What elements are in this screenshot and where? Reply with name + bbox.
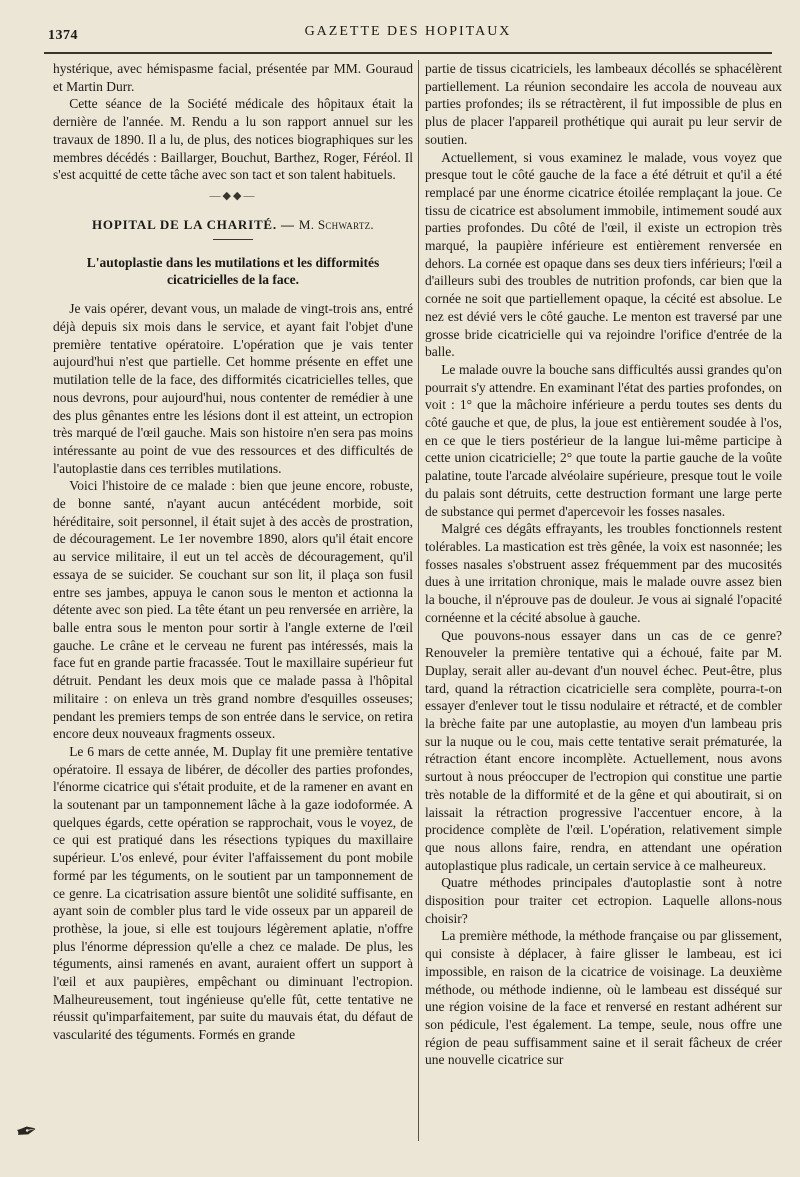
paragraph: Le malade ouvre la bouche sans difficultés aussi grandes qu'on pourrait s'y attendre. En examinant l'état des parties profondes, on voit : 1° que la mâchoire inférieure a perdu toutes ses dents du côté gauche et que, de plus, la joue est entièrement soudée à l'os, en ce que le tiers postérieur de la langue lui-même participe à cette union cicatricielle; 2° que toute la partie gauche de la voûte palatine, toute l'arcade alvéolaire supérieure, presque tout le voile du palais sont détruits, cette destruction formant une large perte de substance qui permet d'apercevoir les fosses nasales. <box>425 361 782 519</box>
ornament-divider: —◆◆— <box>209 189 257 202</box>
paragraph: Je vais opérer, devant vous, un malade de vingt-trois ans, entré déjà depuis six mois dans le service, et ayant fait l'objet d'une première tentative opératoire. L'opération que je vais tenter aujourd'hui n'est que partielle. Cet homme présente en effet une mutilation telle de la face, des difformités cicatricielles telles, que nous devrons, pour aujourd'hui, nous contenter de remédier à une des plus gênantes entre les lésions dont il est atteint, un ectropion très marqué de l'œil gauche. Mais son histoire n'en sera pas moins intéressante au point de vue des ressources et des difficultés de l'autoplastie dans ces terribles mutilations. <box>53 301 413 476</box>
paragraph: Le 6 mars de cette année, M. Duplay fit une première tentative opératoire. Il essaya de libérer, de décoller des parties profondes, l'énorme cicatrice qui s'était produite, et de la ramener en avant en la soutenant par un tamponnement lâche à la gaze iodoformée. A quelques égards, cette opération se rapprochait, vous le voyez, de ce qui est pratiqué dans les résections typiques du maxillaire supérieur. L'os enlevé, pour éviter l'affaissement du pont mobile formé par les téguments, on le soutient par un tamponnement de ce genre. La cicatrisation assure bientôt une solidité suffisante, en ayant soin de combler plus tard le vide osseux par un appareil de prothèse, la joue, si elle est toujours légèrement aplatie, n'offre plus l'énorme dépression qu'elle a chez ce malade. De plus, les téguments, ainsi ramenés en avant, auraient offert un support à l'œil et aux paupières, empêchant ou diminuant l'ectropion. Malheureusement, tout ingénieuse qu'elle fût, cette tentative ne réussit qu'imparfaitement, par suite du mauvais état, du défaut de vascularité des téguments. Formés en grande <box>53 743 413 1043</box>
page-number: 1374 <box>48 28 78 43</box>
column-divider <box>418 60 419 1141</box>
section-author: M. Schwartz. <box>298 216 374 232</box>
paragraph: Voici l'histoire de ce malade : bien que jeune encore, robuste, de bonne santé, n'ayant aucun antécédent morbide, soit héréditaire, soit personnel, il était sujet à des accès de prostration, de découragement. Le 1er novembre 1890, alors qu'il était encore au service militaire, il eut un tel accès de découragement, qu'il essaya de se suicider. Se couchant sur son lit, il plaça son fusil entre ses jambes, appuya le canon sous le menton et actionna la détente avec son pied. La tête étant un peu renversée en arrière, la balle entra sous le menton pour sortir à l'angle externe de l'œil gauche. Le crâne et le cerveau ne furent pas intéressés, mais la face fut en grande partie fracassée. Tout le maxillaire supérieur fut détruit. Pendant les deux mois que ce malade passa à l'hôpital militaire : on enleva un très grand nombre d'esquilles osseuses; pendant les premiers temps de son entrée dans le service, on retira encore deux nouveaux fragments osseux. <box>53 478 413 742</box>
paragraph: Cette séance de la Société médicale des hôpitaux était la dernière de l'année. M. Rendu a lu son rapport annuel sur les travaux de 1890. Il a lu, de plus, des notices biographiques sur les membres décédés : Baillarger, Bouchut, Barthez, Roger, Féréol. Il s'est acquitté de cette tâche avec son tact et son talent habituels. <box>53 96 413 183</box>
header-rule <box>44 52 772 54</box>
paragraph: La première méthode, la méthode française ou par glissement, qui consiste à déplacer, à faire glisser le lambeau, est ici impossible, en raison de la cicatrice de voisinage. La deuxième méthode, ou méthode indienne, où le lambeau est disséqué sur une région voisine de la face et renversé en restant adhérent sur son pédicule, l'est également. La tempe, seule, nous offre une région de peau suffisamment saine et il serait fâcheux de créer une nouvelle cicatrice sur <box>425 928 782 1068</box>
hospital-name: HOPITAL DE LA CHARITÉ. — <box>92 216 295 232</box>
paragraph: Malgré ces dégâts effrayants, les troubles fonctionnels restent tolérables. La mastication est très gênée, la voix est nasonnée; les fosses nasales s'obstruent assez fréquemment par des mucosités dues à une irritation chronique, mais le malade ouvre assez bien la bouche, il n'éprouve pas de douleur. Je vous ai signalé l'opacité cornéenne et la cécité absolue à gauche. <box>425 521 782 625</box>
paragraph: hystérique, avec hémispasme facial, présentée par MM. Gouraud et Martin Durr. <box>53 61 413 94</box>
left-column <box>53 60 413 1137</box>
right-column <box>425 60 782 1137</box>
paragraph: Que pouvons-nous essayer dans un cas de ce genre? Renouveler la première tentative qui a échoué, faite par M. Duplay, serait aller au-devant d'un nouvel échec. Peut-être, plus tard, quand la rétraction cicatricielle sera complète, pourra-t-on essayer d'enlever tout le tissu nodulaire et rétracté, et de combler la brèche faite par une autoplastie, au moyen d'un lambeau pris sur la nuque ou le cou, mais cette tentative serait prématurée, la rétraction étant encore incomplète. Actuellement, nous avons surtout à nous préoccuper de l'ectropion qui constitue une partie très notable de la difformité et de la gêne et qui aboutirait, si on laissait la rétraction progressive l'accentuer encore, à la procidence complète de l'œil. L'opération, relativement simple que nous allons faire, rendra, en attendant une opération autoplastique plus radicale, un certain service à ce malheureux. <box>425 627 782 873</box>
page-header <box>44 22 772 44</box>
short-rule <box>213 239 253 240</box>
section-heading <box>53 216 413 234</box>
paragraph: Actuellement, si vous examinez le malade, vous voyez que presque tout le côté gauche de la face a été détruit et qu'il a été remplacé par une énorme cicatrice étoilée remplaçant la joue. Ce tissu de cicatrice est absolument immobile, intimement soudé aux parties profondes. Du côté de l'œil, il existe un ectropion très marqué, la paupière inférieure est entièrement renversée en dehors. La cornée est opaque dans ses deux tiers inférieurs; l'œil a d'ailleurs subi des troubles de nutrition profonds, car bien que la cornée ne soit que partiellement opaque, la cécité est absolue. Le nez est dévié vers le côté gauche. Le menton est traversé par une grosse bride cicatricielle qui va rejoindre l'orifice d'entrée de la balle. <box>425 149 782 360</box>
paragraph: Quatre méthodes principales d'autoplastie sont à notre disposition pour traiter cet ectropion. Laquelle allons-nous choisir? <box>425 875 782 926</box>
article-title: L'autoplastie dans les mutilations et les difformités cicatricielles de la face. <box>86 255 380 288</box>
paragraph: partie de tissus cicatriciels, les lambeaux décollés se sphacélèrent partiellement. La réunion secondaire les accola de nouveau aux parties profondes; ils se rétractèrent, il fut impossible de plus en plus de placer l'appareil prothétique qui aurait pu leur servir de soutien. <box>425 61 782 147</box>
ink-mark-icon: ✒ <box>13 1115 41 1148</box>
running-title: GAZETTE DES HOPITAUX <box>304 24 512 39</box>
